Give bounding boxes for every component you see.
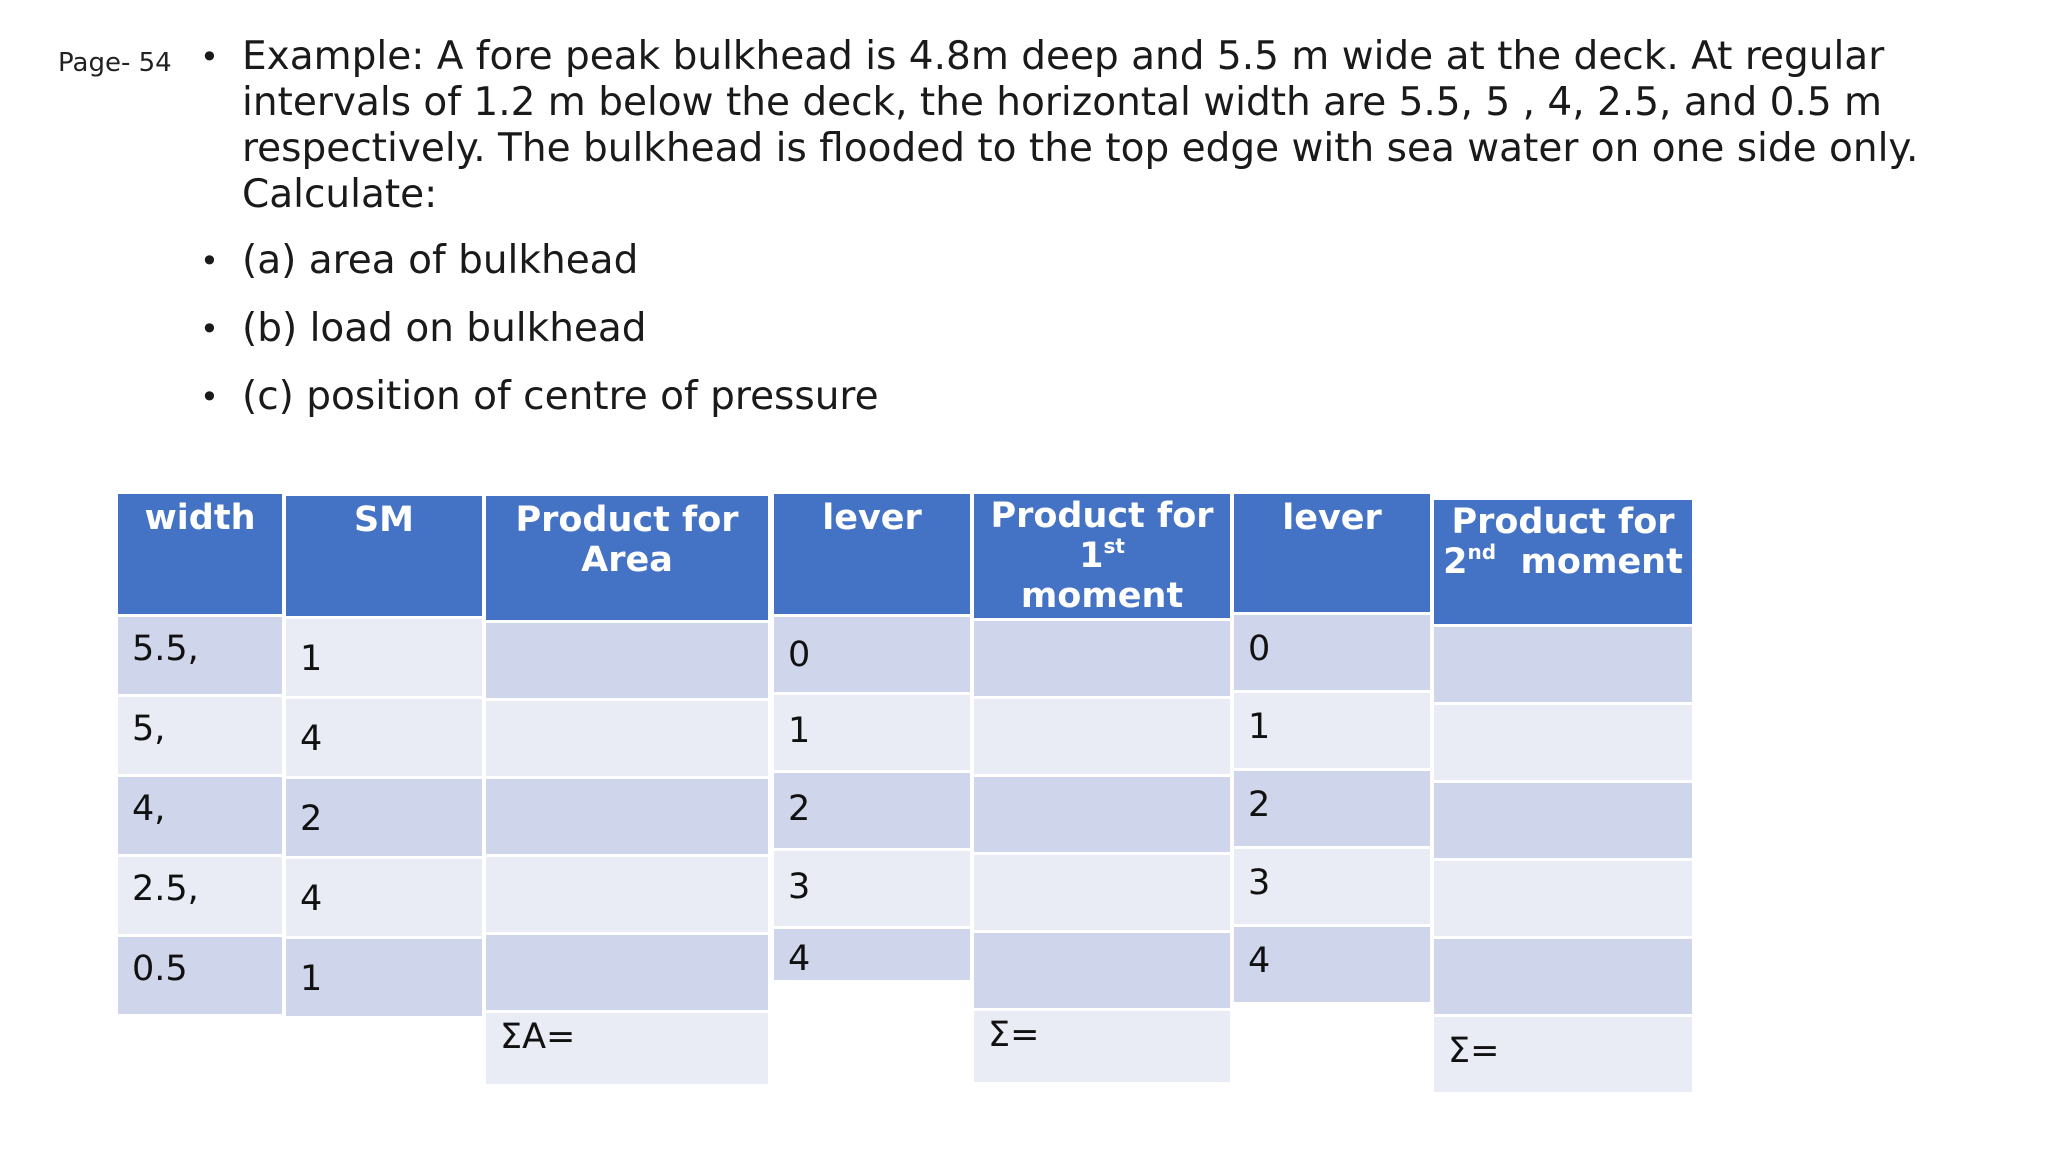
product-second-cell	[1434, 936, 1692, 1014]
header-lever-1: lever	[774, 494, 970, 614]
product-area-cell	[486, 776, 768, 854]
problem-text: Example: A fore peak bulkhead is 4.8m deep and 5.5 m wide at the deck. At regular intervals of 1.2 m below the deck, the horizontal width are 5.5, 5 , 4, 2.5, and 0.5 m respectively. The bulkhead is flooded to the top edge with sea water on one side only. Calculate:	[242, 34, 1919, 217]
header-second-pre: 2	[1443, 542, 1468, 582]
sum-area-cell: ΣA=	[486, 1010, 768, 1084]
product-first-cell	[974, 696, 1230, 774]
product-first-cell	[974, 930, 1230, 1008]
header-first-line1	[974, 496, 1230, 576]
sm-cell: 4	[286, 856, 482, 936]
lever-1-cell: 2	[774, 770, 970, 848]
column-product-area	[486, 496, 768, 1086]
header-width: width	[118, 494, 282, 614]
lever-2-cell: 2	[1234, 768, 1430, 846]
product-first-cell	[974, 852, 1230, 930]
header-product-area-line2: Area	[581, 540, 673, 580]
lever-2-cell: 0	[1234, 612, 1430, 690]
column-lever-2	[1234, 494, 1430, 1004]
lever-1-cell: 4	[774, 926, 970, 980]
width-cell: 4,	[118, 774, 282, 854]
sm-cell: 2	[286, 776, 482, 856]
lever-1-cell: 0	[774, 614, 970, 692]
product-area-cell	[486, 932, 768, 1010]
bullet-a-text: (a) area of bulkhead	[242, 238, 639, 283]
sum-first-cell: Σ=	[974, 1008, 1230, 1082]
bullet-problem: • Example: A fore peak bulkhead is 4.8m deep and 5.5 m wide at the deck. At regular intervals of 1.2 m below the deck, the horizontal width are 5.5, 5 , 4, 2.5, and 0.5 m respectively. The bulkhead is flooded to the top edge with sea water on one side only. Calculate:	[200, 34, 1919, 217]
header-sm: SM	[286, 496, 482, 616]
header-first-sup: st	[1103, 534, 1125, 558]
bullet-a: • (a) area of bulkhead	[200, 238, 639, 283]
bullet-b-text: (b) load on bulkhead	[242, 306, 647, 351]
column-product-second-moment	[1434, 500, 1692, 1092]
lever-2-cell: 4	[1234, 924, 1430, 1002]
header-first-line2: moment	[1020, 576, 1184, 616]
product-first-cell	[974, 774, 1230, 852]
product-second-cell	[1434, 780, 1692, 858]
width-cell: 5.5,	[118, 614, 282, 694]
header-second-line2	[1434, 542, 1692, 582]
sm-cell: 4	[286, 696, 482, 776]
column-sm	[286, 496, 482, 1018]
problem-bullets	[200, 34, 1960, 442]
sm-cell: 1	[286, 616, 482, 696]
lever-1-cell: 3	[774, 848, 970, 926]
product-area-cell	[486, 620, 768, 698]
header-lever-2: lever	[1234, 494, 1430, 612]
width-cell: 5,	[118, 694, 282, 774]
product-second-cell	[1434, 858, 1692, 936]
header-second-line1: Product for	[1451, 502, 1675, 542]
product-second-cell	[1434, 624, 1692, 702]
column-lever-1	[774, 494, 970, 980]
page-number: Page- 54	[58, 48, 172, 78]
width-cell: 0.5	[118, 934, 282, 1014]
width-cell: 2.5,	[118, 854, 282, 934]
bullet-c: • (c) position of centre of pressure	[200, 374, 879, 419]
product-first-cell	[974, 618, 1230, 696]
bullet-b: • (b) load on bulkhead	[200, 306, 647, 351]
header-product-area-line1: Product for	[515, 500, 739, 540]
column-product-first-moment	[974, 494, 1230, 1084]
header-product-second-moment	[1434, 500, 1692, 624]
header-product-first-moment	[974, 494, 1230, 618]
header-first-text: Product for 1	[990, 496, 1214, 576]
lever-2-cell: 3	[1234, 846, 1430, 924]
product-second-cell	[1434, 702, 1692, 780]
product-area-cell	[486, 854, 768, 932]
lever-2-cell: 1	[1234, 690, 1430, 768]
header-product-area	[486, 496, 768, 620]
product-area-cell	[486, 698, 768, 776]
sum-second-cell: Σ=	[1434, 1014, 1692, 1092]
bullet-c-text: (c) position of centre of pressure	[242, 374, 879, 419]
sm-cell: 1	[286, 936, 482, 1016]
header-second-post: moment	[1520, 542, 1683, 582]
header-second-sup: nd	[1467, 540, 1497, 564]
lever-1-cell: 1	[774, 692, 970, 770]
column-width	[118, 494, 282, 1016]
